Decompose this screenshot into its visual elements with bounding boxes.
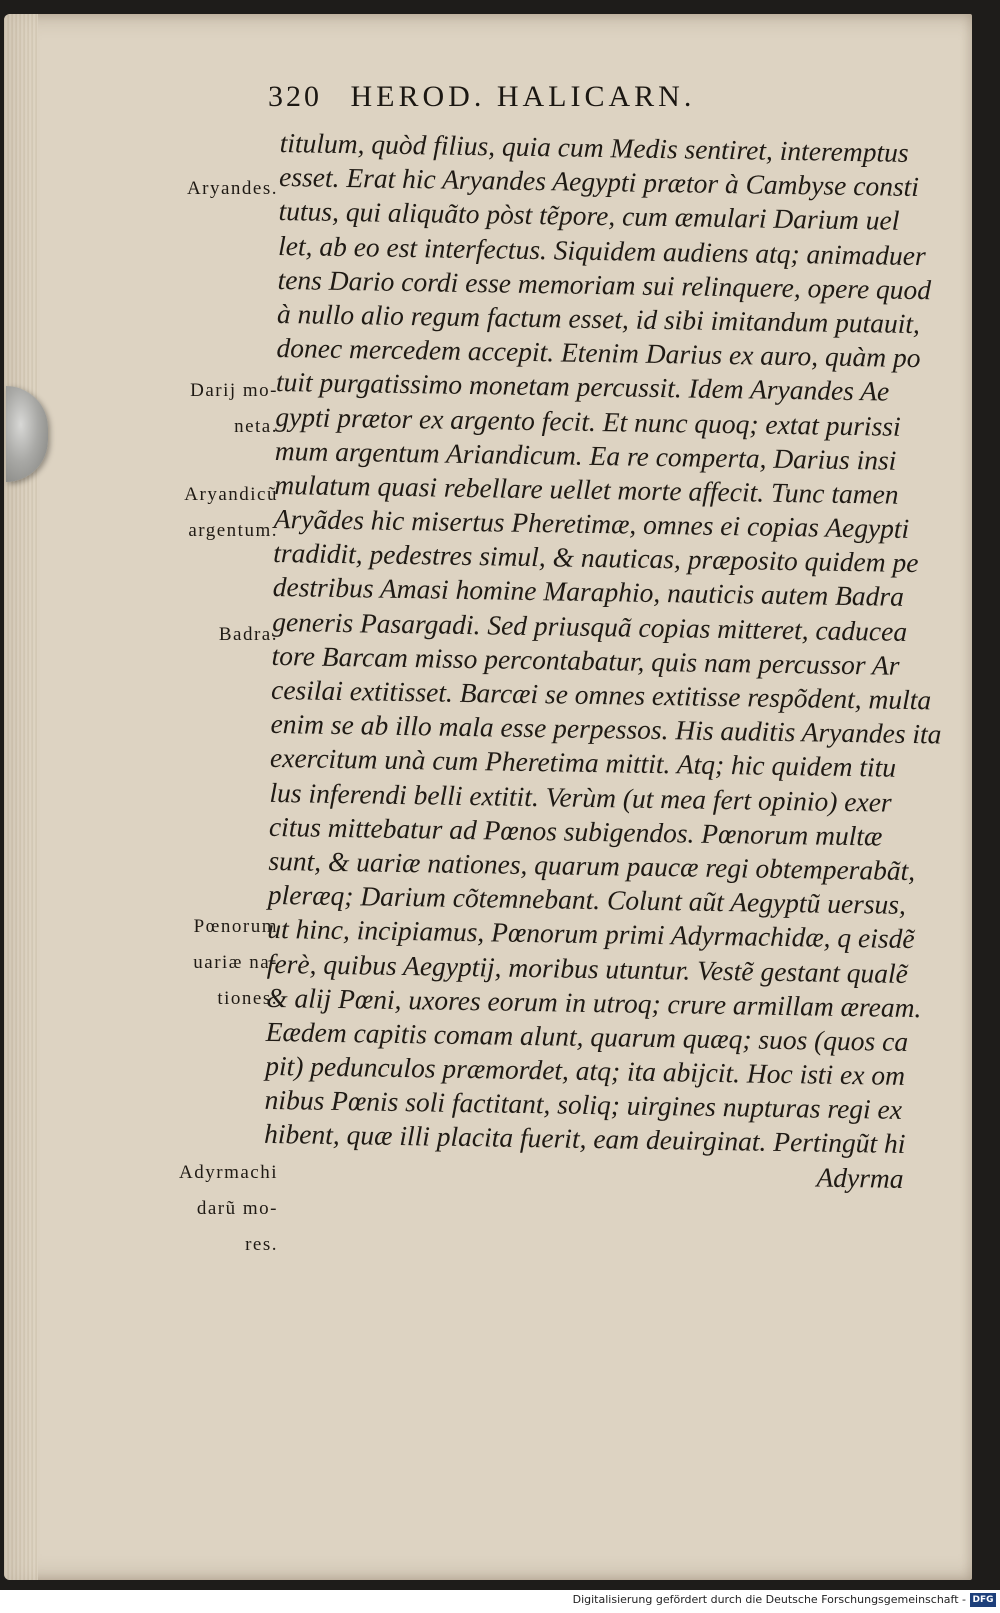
text-line: donec mercedem accepit. Etenim Darius ex auro, quàm po xyxy=(276,332,921,374)
running-head xyxy=(268,80,828,120)
margin-note: darũ mo- xyxy=(196,1198,278,1219)
dfg-logo: DFG xyxy=(970,1593,996,1607)
text-line: let, ab eo est interfectus. Siquidem audiens atq; animaduer xyxy=(277,229,926,271)
page-number: 320 xyxy=(268,80,322,113)
text-line: tens Dario cordi esse memoriam sui relinquere, opere quod xyxy=(277,263,932,305)
text-line: Eædem capitis comam alunt, quarum quæq; suos (quos ca xyxy=(265,1015,909,1057)
margin-note: neta. xyxy=(234,416,278,437)
text-line: sunt, & uariæ nationes, quarum paucæ regi obtemperabãt, xyxy=(268,844,916,887)
text-line: tore Barcam misso percontabatur, quis nam percussor Ar xyxy=(271,639,900,681)
margin-note: Badra. xyxy=(218,624,278,645)
text-line: citus mittebatur ad Pœnos subigendos. Pœnorum multæ xyxy=(268,810,883,852)
margin-note: res. xyxy=(245,1234,278,1255)
margin-note: uariæ na- xyxy=(193,952,278,973)
text-line: à nullo alio regum factum esset, id sibi imitandum putauit, xyxy=(276,297,921,340)
text-line: pit) pedunculos præmordet, atq; ita abijcit. Hoc isti ex om xyxy=(264,1049,906,1091)
margin-note: argentum. xyxy=(188,520,278,541)
text-line: lus inferendi belli extitit. Verùm (ut mea fert opinio) exer xyxy=(269,776,892,818)
footer-bar xyxy=(0,1590,1000,1613)
text-line: hibent, quæ illi placita fuerit, eam deuirginat. Pertingũt hi xyxy=(263,1118,906,1160)
text-line: mulatum quasi rebellare uellet morte affecit. Tunc tamen xyxy=(274,468,899,510)
text-line: ut hinc, incipiamus, Pœnorum primi Adyrmachidæ, q eisdẽ xyxy=(267,913,915,955)
text-line: tradidit, pedestres simul, & nauticas, præposito quidem pe xyxy=(273,537,919,579)
margin-note: Aryandes. xyxy=(186,178,278,199)
margin-note: Pœnorum xyxy=(193,916,278,937)
running-head-title: HEROD. HALICARN. xyxy=(350,80,696,113)
text-line: esset. Erat hic Aryandes Aegypti prætor à Cambyse consti xyxy=(278,161,920,203)
text-line: ferè, quibus Aegyptij, moribus utuntur. Vestẽ gestant qualẽ xyxy=(266,947,909,989)
metal-clasp xyxy=(6,386,48,482)
text-line: mum argentum Ariandicum. Ea re comperta, Darius insi xyxy=(274,434,897,476)
text-line: destribus Amasi homine Maraphio, nauticis autem Badra xyxy=(272,571,905,613)
margin-note: Adyrmachi xyxy=(179,1162,278,1183)
text-line: generis Pasargadi. Sed priusquã copias mitteret, caducea xyxy=(271,605,908,647)
text-line: gypti prætor ex argento fecit. Et nunc quoq; extat purissi xyxy=(275,400,901,442)
text-line: enim se ab illo mala esse perpessos. His auditis Aryandes ita xyxy=(270,708,942,750)
text-line: pleræq; Darium cõtemnebant. Colunt aũt Aegyptũ uersus, xyxy=(267,879,907,921)
margin-note: tiones. xyxy=(217,988,278,1009)
body-text xyxy=(263,126,940,1196)
text-line: titulum, quòd filius, quia cum Medis sentiret, interemptus xyxy=(279,126,909,168)
catchword: Adyrma xyxy=(816,1161,904,1194)
text-line: tutus, qui aliquãto pòst tẽpore, cum æmulari Darium uel xyxy=(278,195,900,237)
text-line: & alij Pœni, uxores eorum in utroq; crure armillam æream. xyxy=(266,981,922,1023)
digitization-credit: Digitalisierung gefördert durch die Deutsche Forschungsgemeinschaft - xyxy=(572,1593,966,1606)
text-line: Aryãdes hic misertus Pheretimæ, omnes ei copias Aegypti xyxy=(273,503,910,544)
margin-note: Darij mo- xyxy=(190,380,278,401)
text-line: nibus Pœnis soli factitant, soliq; uirgines nupturas regi ex xyxy=(264,1084,903,1126)
margin-note: Aryandicũ xyxy=(184,484,278,505)
text-line: cesilai extitisset. Barcæi se omnes extitisse respõdent, multa xyxy=(270,673,932,716)
text-line: tuit purgatissimo monetam percussit. Idem Aryandes Ae xyxy=(275,366,890,407)
text-line: exercitum unà cum Pheretima mittit. Atq; hic quidem titu xyxy=(269,742,897,784)
page-edges xyxy=(4,14,38,1580)
